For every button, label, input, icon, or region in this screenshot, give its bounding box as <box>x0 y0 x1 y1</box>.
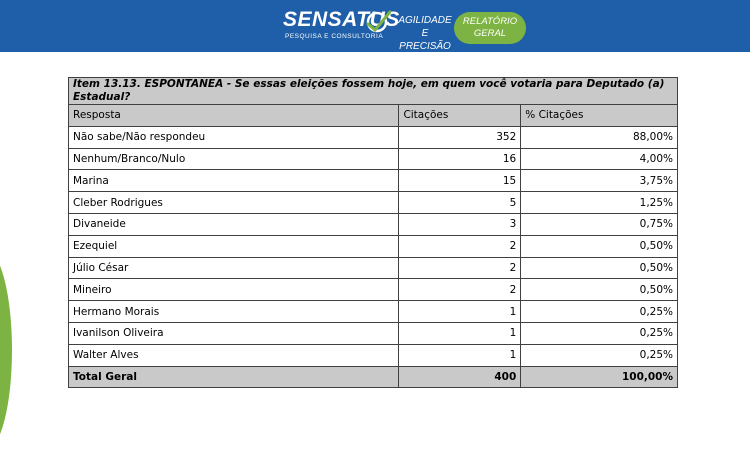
cell-resposta: Não sabe/Não respondeu <box>69 126 399 148</box>
cell-citacoes: 1 <box>399 344 521 366</box>
decorative-green-arc <box>0 250 12 450</box>
cell-percent: 3,75% <box>521 170 678 192</box>
cell-citacoes: 15 <box>399 170 521 192</box>
table-title-row <box>69 78 678 105</box>
column-header-resposta: Resposta <box>69 105 399 127</box>
table-title: Item 13.13. ESPONTANEA - Se essas eleições fossem hoje, em quem você votaria para Deputado (a) Estadual? <box>69 78 678 105</box>
results-table <box>68 77 678 388</box>
column-header-citacoes: Citações <box>399 105 521 127</box>
cell-resposta: Cleber Rodrigues <box>69 192 399 214</box>
cell-resposta: Marina <box>69 170 399 192</box>
cell-citacoes: 1 <box>399 301 521 323</box>
check-swoosh-icon <box>363 10 391 36</box>
cell-percent: 0,50% <box>521 235 678 257</box>
table-row <box>69 170 678 192</box>
table-row <box>69 257 678 279</box>
tagline <box>395 14 455 53</box>
column-header-percent: % Citações <box>521 105 678 127</box>
cell-citacoes: 16 <box>399 148 521 170</box>
badge-line-2: GERAL <box>473 28 507 39</box>
cell-citacoes: 5 <box>399 192 521 214</box>
cell-resposta: Divaneide <box>69 213 399 235</box>
tagline-line-1: AGILIDADE E <box>398 15 452 39</box>
cell-resposta: Júlio César <box>69 257 399 279</box>
cell-resposta: Ivanilson Oliveira <box>69 322 399 344</box>
cell-citacoes: 2 <box>399 235 521 257</box>
cell-percent: 0,25% <box>521 344 678 366</box>
table-row <box>69 322 678 344</box>
cell-citacoes: 1 <box>399 322 521 344</box>
cell-citacoes: 2 <box>399 257 521 279</box>
table-row <box>69 301 678 323</box>
cell-percent: 0,50% <box>521 279 678 301</box>
brand-name: SENSATUS <box>283 8 400 31</box>
table-row <box>69 192 678 214</box>
cell-citacoes: 352 <box>399 126 521 148</box>
cell-resposta: Walter Alves <box>69 344 399 366</box>
cell-citacoes: 2 <box>399 279 521 301</box>
table-header-row <box>69 105 678 127</box>
tagline-line-2: PRECISÃO <box>399 41 451 52</box>
cell-percent: 0,25% <box>521 322 678 344</box>
total-label: Total Geral <box>69 366 399 388</box>
cell-resposta: Hermano Morais <box>69 301 399 323</box>
badge-line-1: RELATÓRIO <box>462 16 518 27</box>
report-badge <box>454 12 526 44</box>
table-row <box>69 235 678 257</box>
brand-subtitle: PESQUISA E CONSULTORIA <box>285 33 384 40</box>
cell-resposta: Nenhum/Branco/Nulo <box>69 148 399 170</box>
table-row <box>69 344 678 366</box>
cell-percent: 0,75% <box>521 213 678 235</box>
table-row <box>69 126 678 148</box>
total-percent: 100,00% <box>521 366 678 388</box>
cell-citacoes: 3 <box>399 213 521 235</box>
table-row <box>69 279 678 301</box>
cell-resposta: Ezequiel <box>69 235 399 257</box>
cell-percent: 0,50% <box>521 257 678 279</box>
cell-percent: 88,00% <box>521 126 678 148</box>
table-row <box>69 213 678 235</box>
cell-percent: 4,00% <box>521 148 678 170</box>
cell-resposta: Mineiro <box>69 279 399 301</box>
table-row <box>69 148 678 170</box>
cell-percent: 1,25% <box>521 192 678 214</box>
table-total-row <box>69 366 678 388</box>
total-citacoes: 400 <box>399 366 521 388</box>
cell-percent: 0,25% <box>521 301 678 323</box>
